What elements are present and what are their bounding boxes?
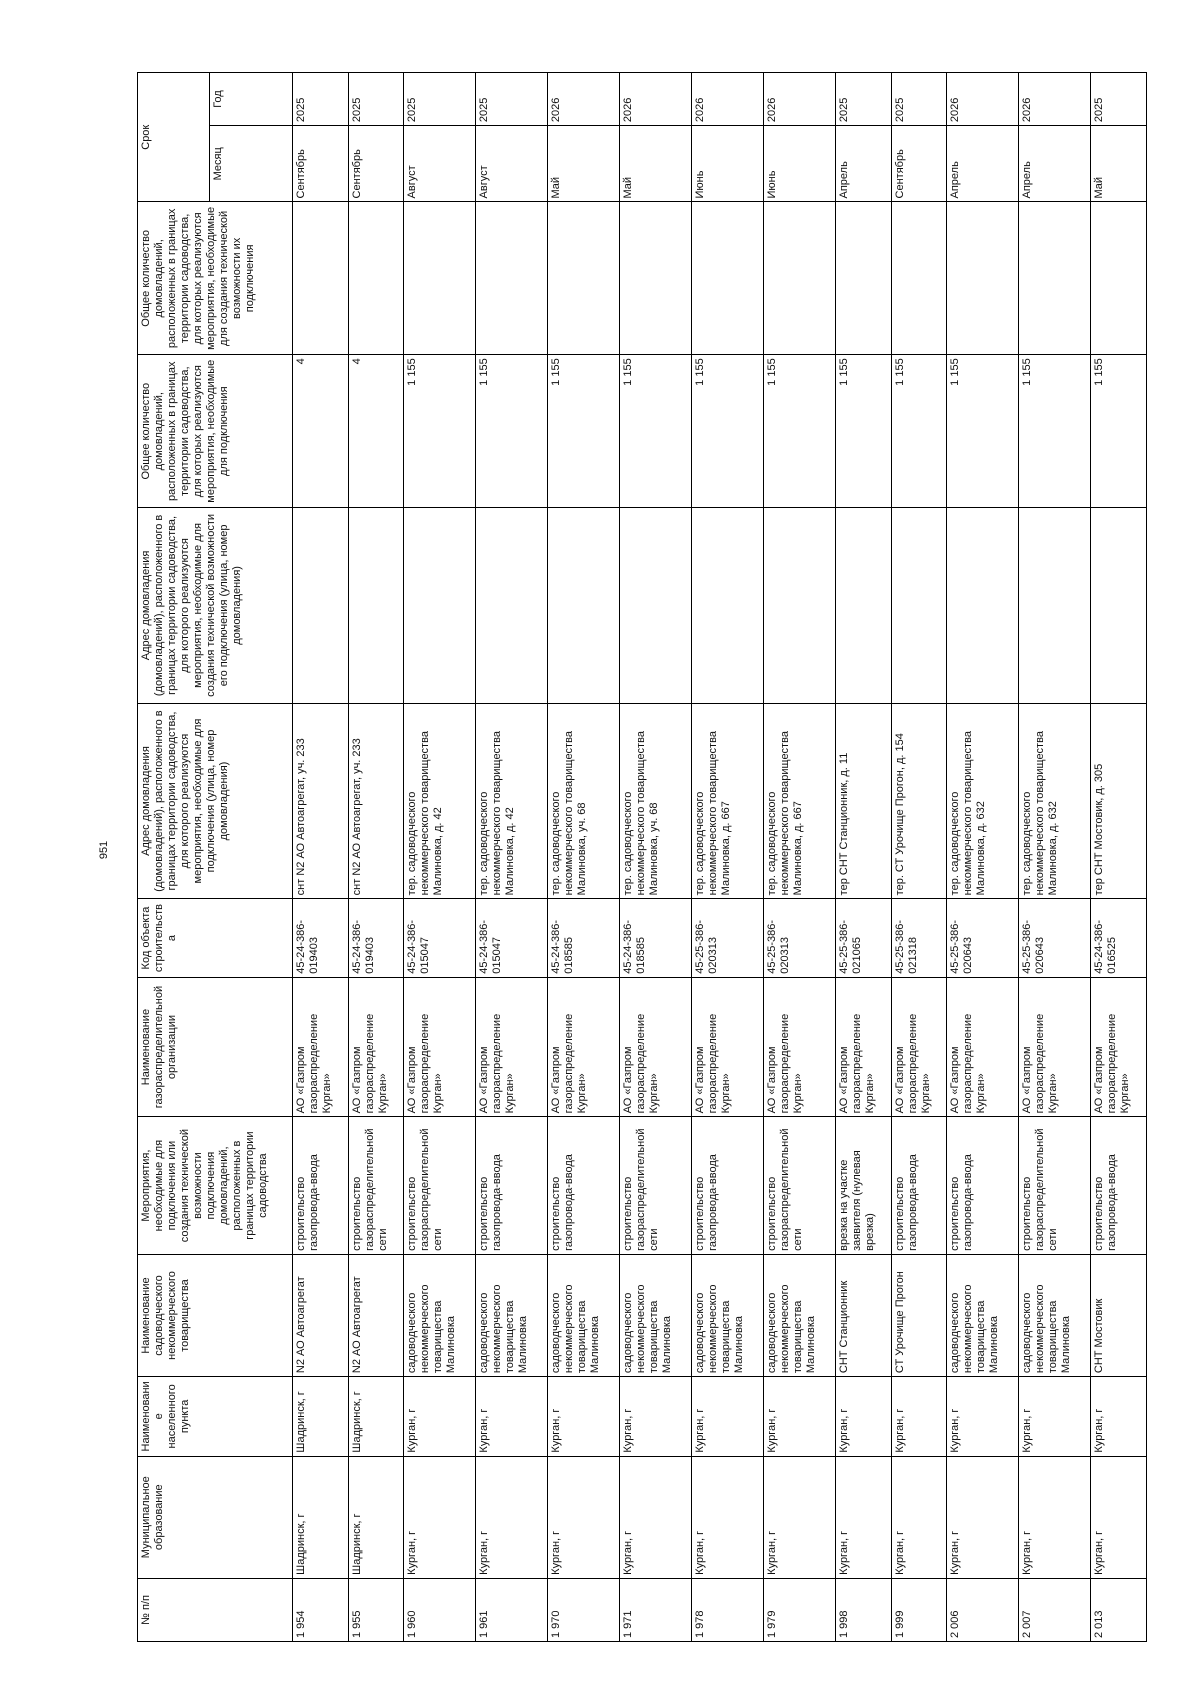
cell-gdo: АО «Газпром газораспределение Курган» <box>548 977 620 1117</box>
table-row <box>947 73 1019 1642</box>
cell-year: 2026 <box>947 73 1019 126</box>
cell-month: Август <box>404 126 476 202</box>
cell-year: 2025 <box>293 73 349 126</box>
cell-settlement: Курган, г <box>836 1377 892 1456</box>
cell-partnership: садоводческого некоммерческого товарищества Малиновка <box>1019 1254 1091 1376</box>
cell-municipality: Курган, г <box>548 1456 620 1578</box>
table-row <box>548 73 620 1642</box>
header-partnership: Наименование садоводческого некоммерческого товарищества <box>138 1254 293 1376</box>
cell-measures: строительство газораспределительной сети <box>764 1117 836 1255</box>
cell-municipality: Курган, г <box>1091 1456 1147 1578</box>
cell-address-tech <box>548 508 620 704</box>
cell-code: 45-24-386-018585 <box>548 899 620 977</box>
cell-count-conn: 1 155 <box>476 355 548 508</box>
cell-address-conn: тер. садоводческого некоммерческого товарищества Малиновка, уч. 68 <box>548 703 620 899</box>
cell-municipality: Курган, г <box>692 1456 764 1578</box>
cell-address-tech <box>692 508 764 704</box>
cell-measures: строительство газопровода-ввода <box>293 1117 349 1255</box>
cell-count-conn: 4 <box>348 355 404 508</box>
cell-measures: строительство газопровода-ввода <box>548 1117 620 1255</box>
cell-measures: строительство газопровода-ввода <box>692 1117 764 1255</box>
cell-year: 2026 <box>620 73 692 126</box>
cell-address-tech <box>1019 508 1091 704</box>
cell-partnership: садоводческого некоммерческого товарищества Малиновка <box>947 1254 1019 1376</box>
cell-partnership: СТ Урочище Прогон <box>891 1254 947 1376</box>
header-num: № п/п <box>138 1578 293 1641</box>
cell-count-conn: 1 155 <box>692 355 764 508</box>
cell-count-tech <box>1019 202 1091 355</box>
cell-measures: строительство газопровода-ввода <box>947 1117 1019 1255</box>
cell-code: 45-25-386-020643 <box>947 899 1019 977</box>
cell-municipality: Курган, г <box>836 1456 892 1578</box>
header-gdo: Наименование газораспределительной организации <box>138 977 293 1117</box>
cell-partnership: N2 АО Автоагрегат <box>293 1254 349 1376</box>
cell-num: 2 006 <box>947 1578 1019 1641</box>
cell-code: 45-24-386-019403 <box>293 899 349 977</box>
cell-settlement: Курган, г <box>548 1377 620 1456</box>
cell-gdo: АО «Газпром газораспределение Курган» <box>692 977 764 1117</box>
header-address-conn: Адрес домовладения (домовладений), расположенного в границах территории садоводства, для которого реализуются мероприятия, необходимые для подключения (улица, номер домовладения) <box>138 703 293 899</box>
cell-count-tech <box>476 202 548 355</box>
cell-municipality: Курган, г <box>404 1456 476 1578</box>
cell-measures: строительство газораспределительной сети <box>620 1117 692 1255</box>
cell-num: 1 955 <box>348 1578 404 1641</box>
cell-gdo: АО «Газпром газораспределение Курган» <box>620 977 692 1117</box>
cell-settlement: Курган, г <box>476 1377 548 1456</box>
cell-measures: строительство газораспределительной сети <box>404 1117 476 1255</box>
cell-code: 45-24-386-016525 <box>1091 899 1147 977</box>
cell-count-conn: 1 155 <box>947 355 1019 508</box>
cell-settlement: Курган, г <box>620 1377 692 1456</box>
cell-settlement: Курган, г <box>764 1377 836 1456</box>
cell-month: Май <box>548 126 620 202</box>
cell-count-conn: 1 155 <box>1019 355 1091 508</box>
cell-address-tech <box>947 508 1019 704</box>
cell-partnership: СНТ Станционник <box>836 1254 892 1376</box>
table-row <box>476 73 548 1642</box>
cell-partnership: СНТ Мостовик <box>1091 1254 1147 1376</box>
cell-month: Сентябрь <box>348 126 404 202</box>
cell-count-conn: 1 155 <box>404 355 476 508</box>
cell-num: 1 979 <box>764 1578 836 1641</box>
cell-count-conn: 1 155 <box>548 355 620 508</box>
cell-address-conn: тер. садоводческого некоммерческого товарищества Малиновка, д. 667 <box>764 703 836 899</box>
cell-num: 2 007 <box>1019 1578 1091 1641</box>
cell-municipality: Курган, г <box>764 1456 836 1578</box>
cell-address-tech <box>836 508 892 704</box>
data-table <box>137 72 1147 1642</box>
cell-address-tech <box>1091 508 1147 704</box>
cell-month: Май <box>620 126 692 202</box>
cell-month: Апрель <box>1019 126 1091 202</box>
cell-municipality: Курган, г <box>476 1456 548 1578</box>
header-municipality: Муниципальное образование <box>138 1456 293 1578</box>
cell-month: Апрель <box>947 126 1019 202</box>
cell-count-tech <box>293 202 349 355</box>
table-row <box>348 73 404 1642</box>
cell-year: 2025 <box>476 73 548 126</box>
cell-count-conn: 1 155 <box>620 355 692 508</box>
cell-count-conn: 4 <box>293 355 349 508</box>
cell-address-tech <box>891 508 947 704</box>
cell-gdo: АО «Газпром газораспределение Курган» <box>764 977 836 1117</box>
cell-count-conn: 1 155 <box>1091 355 1147 508</box>
cell-settlement: Курган, г <box>1091 1377 1147 1456</box>
cell-address-conn: тер СНТ Мостовик, д. 305 <box>1091 703 1147 899</box>
table-row <box>620 73 692 1642</box>
header-year: Год <box>209 73 292 126</box>
cell-partnership: садоводческого некоммерческого товарищества Малиновка <box>404 1254 476 1376</box>
cell-settlement: Курган, г <box>947 1377 1019 1456</box>
cell-municipality: Курган, г <box>947 1456 1019 1578</box>
cell-municipality: Шадринск, г <box>348 1456 404 1578</box>
cell-municipality: Шадринск, г <box>293 1456 349 1578</box>
cell-measures: врезка на участке заявителя (нулевая врезка) <box>836 1117 892 1255</box>
cell-gdo: АО «Газпром газораспределение Курган» <box>293 977 349 1117</box>
header-settlement: Наименование населенного пункта <box>138 1377 293 1456</box>
header-code: Код объекта строительства <box>138 899 293 977</box>
cell-partnership: садоводческого некоммерческого товарищества Малиновка <box>692 1254 764 1376</box>
cell-code: 45-25-386-021065 <box>836 899 892 977</box>
cell-num: 1 960 <box>404 1578 476 1641</box>
cell-address-tech <box>476 508 548 704</box>
header-address-tech: Адрес домовладения (домовладений), расположенного в границах территории садоводства, для которого реализуются мероприятия, необходимые для создания технической возможности его подключения (улица, номер домовладения) <box>138 508 293 704</box>
cell-gdo: АО «Газпром газораспределение Курган» <box>947 977 1019 1117</box>
cell-year: 2025 <box>348 73 404 126</box>
cell-num: 1 971 <box>620 1578 692 1641</box>
cell-gdo: АО «Газпром газораспределение Курган» <box>348 977 404 1117</box>
cell-address-conn: тер. садоводческого некоммерческого товарищества Малиновка, д. 632 <box>1019 703 1091 899</box>
cell-code: 45-24-386-015047 <box>404 899 476 977</box>
cell-address-conn: снт N2 АО Автоагрегат, уч. 233 <box>293 703 349 899</box>
cell-num: 1 999 <box>891 1578 947 1641</box>
cell-count-tech <box>764 202 836 355</box>
cell-address-tech <box>293 508 349 704</box>
cell-gdo: АО «Газпром газораспределение Курган» <box>1091 977 1147 1117</box>
cell-month: Август <box>476 126 548 202</box>
cell-municipality: Курган, г <box>891 1456 947 1578</box>
cell-partnership: садоводческого некоммерческого товарищества Малиновка <box>476 1254 548 1376</box>
cell-count-conn: 1 155 <box>891 355 947 508</box>
cell-address-conn: тер. садоводческого некоммерческого товарищества Малиновка, уч. 68 <box>620 703 692 899</box>
cell-address-conn: тер. СТ Урочище Прогон, д. 154 <box>891 703 947 899</box>
page-number: 951 <box>98 840 110 860</box>
cell-partnership: садоводческого некоммерческого товарищества Малиновка <box>620 1254 692 1376</box>
cell-measures: строительство газораспределительной сети <box>1019 1117 1091 1255</box>
cell-num: 1 954 <box>293 1578 349 1641</box>
cell-year: 2026 <box>548 73 620 126</box>
cell-gdo: АО «Газпром газораспределение Курган» <box>1019 977 1091 1117</box>
cell-num: 2 013 <box>1091 1578 1147 1641</box>
cell-count-conn: 1 155 <box>764 355 836 508</box>
cell-municipality: Курган, г <box>1019 1456 1091 1578</box>
cell-measures: строительство газопровода-ввода <box>476 1117 548 1255</box>
cell-address-conn: тер. садоводческого некоммерческого товарищества Малиновка, д. 632 <box>947 703 1019 899</box>
cell-month: Май <box>1091 126 1147 202</box>
cell-count-tech <box>404 202 476 355</box>
cell-code: 45-24-386-018585 <box>620 899 692 977</box>
cell-measures: строительство газопровода-ввода <box>891 1117 947 1255</box>
table-row <box>1091 73 1147 1642</box>
cell-municipality: Курган, г <box>620 1456 692 1578</box>
table-body <box>293 73 1147 1642</box>
header-month: Месяц <box>209 126 292 202</box>
cell-gdo: АО «Газпром газораспределение Курган» <box>476 977 548 1117</box>
cell-address-conn: снт N2 АО Автоагрегат, уч. 233 <box>348 703 404 899</box>
cell-settlement: Шадринск, г <box>348 1377 404 1456</box>
cell-year: 2025 <box>836 73 892 126</box>
cell-count-tech <box>1091 202 1147 355</box>
cell-count-tech <box>692 202 764 355</box>
cell-address-tech <box>764 508 836 704</box>
cell-num: 1 998 <box>836 1578 892 1641</box>
cell-gdo: АО «Газпром газораспределение Курган» <box>404 977 476 1117</box>
cell-count-tech <box>891 202 947 355</box>
cell-year: 2025 <box>891 73 947 126</box>
header-count-conn: Общее количество домовладений, расположенных в границах территории садоводства, для которых реализуются мероприятия, необходимые для подключения <box>138 355 293 508</box>
cell-settlement: Курган, г <box>1019 1377 1091 1456</box>
cell-address-conn: тер СНТ Станционник, д. 11 <box>836 703 892 899</box>
cell-year: 2025 <box>1091 73 1147 126</box>
cell-code: 45-24-386-019403 <box>348 899 404 977</box>
cell-address-tech <box>620 508 692 704</box>
cell-settlement: Курган, г <box>404 1377 476 1456</box>
cell-month: Апрель <box>836 126 892 202</box>
cell-address-conn: тер. садоводческого некоммерческого товарищества Малиновка, д. 42 <box>404 703 476 899</box>
cell-settlement: Шадринск, г <box>293 1377 349 1456</box>
cell-gdo: АО «Газпром газораспределение Курган» <box>891 977 947 1117</box>
cell-month: Сентябрь <box>293 126 349 202</box>
cell-partnership: N2 АО Автоагрегат <box>348 1254 404 1376</box>
cell-year: 2026 <box>1019 73 1091 126</box>
cell-month: Сентябрь <box>891 126 947 202</box>
cell-measures: строительство газораспределительной сети <box>348 1117 404 1255</box>
header-row <box>138 73 210 1642</box>
cell-code: 45-25-386-021318 <box>891 899 947 977</box>
cell-year: 2026 <box>764 73 836 126</box>
cell-year: 2026 <box>692 73 764 126</box>
cell-address-tech <box>348 508 404 704</box>
cell-num: 1 961 <box>476 1578 548 1641</box>
cell-num: 1 970 <box>548 1578 620 1641</box>
cell-code: 45-25-386-020313 <box>692 899 764 977</box>
cell-code: 45-24-386-015047 <box>476 899 548 977</box>
cell-month: Июнь <box>764 126 836 202</box>
cell-month: Июнь <box>692 126 764 202</box>
cell-code: 45-25-386-020643 <box>1019 899 1091 977</box>
cell-measures: строительство газопровода-ввода <box>1091 1117 1147 1255</box>
cell-partnership: садоводческого некоммерческого товарищества Малиновка <box>548 1254 620 1376</box>
cell-settlement: Курган, г <box>692 1377 764 1456</box>
cell-num: 1 978 <box>692 1578 764 1641</box>
header-term: Срок <box>138 73 210 202</box>
cell-count-conn: 1 155 <box>836 355 892 508</box>
cell-year: 2025 <box>404 73 476 126</box>
cell-partnership: садоводческого некоммерческого товарищества Малиновка <box>764 1254 836 1376</box>
table-row <box>404 73 476 1642</box>
cell-count-tech <box>548 202 620 355</box>
table-row <box>891 73 947 1642</box>
cell-count-tech <box>836 202 892 355</box>
table-row <box>293 73 349 1642</box>
cell-address-conn: тер. садоводческого некоммерческого товарищества Малиновка, д. 42 <box>476 703 548 899</box>
table-row <box>764 73 836 1642</box>
table-row <box>692 73 764 1642</box>
cell-code: 45-25-386-020313 <box>764 899 836 977</box>
rotated-table-container <box>137 72 1132 1642</box>
cell-settlement: Курган, г <box>891 1377 947 1456</box>
cell-count-tech <box>947 202 1019 355</box>
table-row <box>836 73 892 1642</box>
table-row <box>1019 73 1091 1642</box>
cell-count-tech <box>348 202 404 355</box>
header-measures: Мероприятия, необходимые для подключения или создания технической возможности подключения домовладений, расположенных в границах территории садоводства <box>138 1117 293 1255</box>
cell-address-tech <box>404 508 476 704</box>
cell-address-conn: тер. садоводческого некоммерческого товарищества Малиновка, д. 667 <box>692 703 764 899</box>
cell-gdo: АО «Газпром газораспределение Курган» <box>836 977 892 1117</box>
header-count-tech: Общее количество домовладений, расположенных в границах территории садоводства, для которых реализуются мероприятия, необходимые для создания технической возможности их подключения <box>138 202 293 355</box>
cell-count-tech <box>620 202 692 355</box>
